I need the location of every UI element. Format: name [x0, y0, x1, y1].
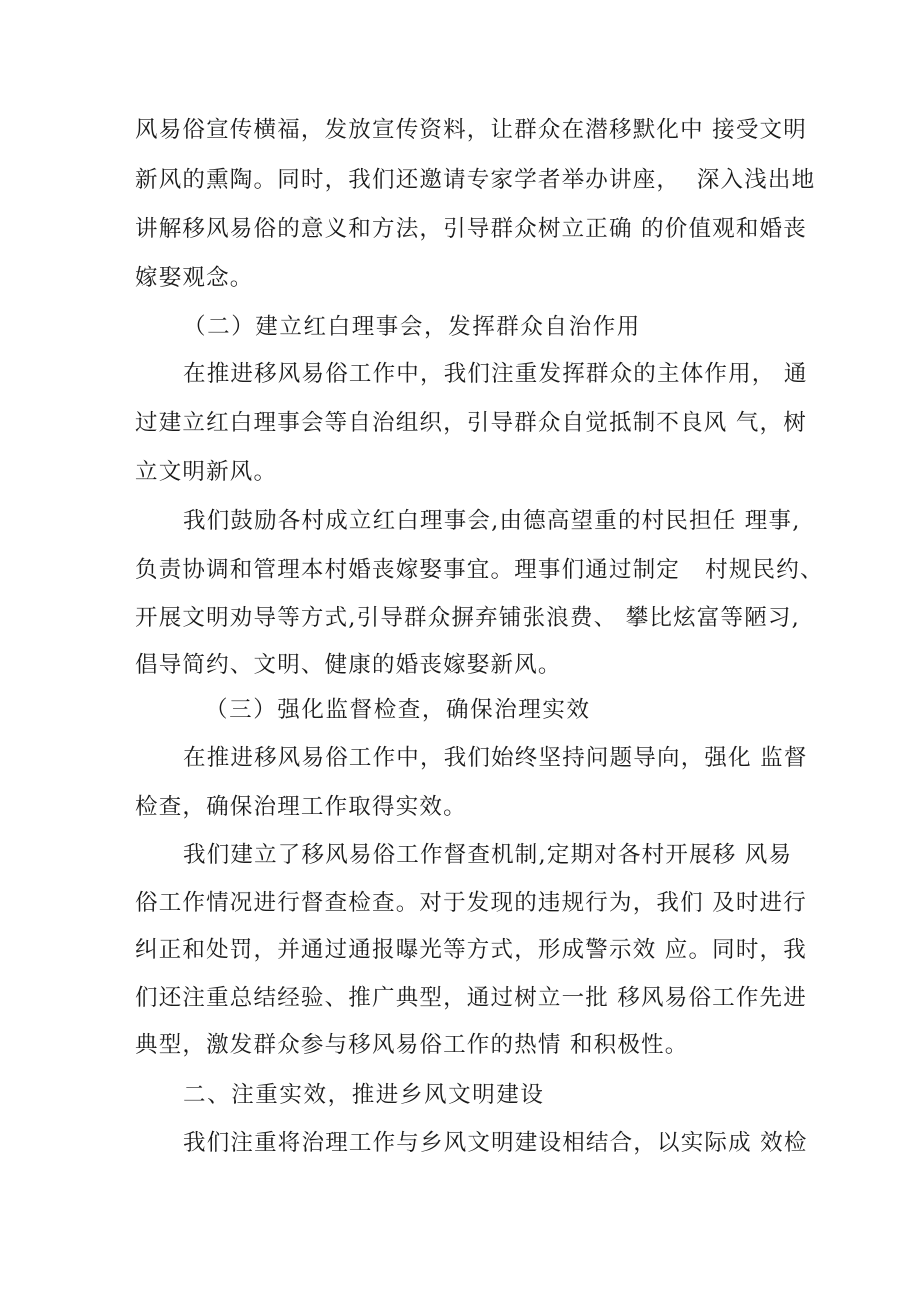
paragraph-line: 立文明新风。: [135, 459, 278, 485]
section-heading-2: （二）建立红白理事会，发挥群众自治作用: [183, 314, 641, 340]
paragraph-line: 讲解移风易俗的意义和方法，引导群众树立正确 的价值观和婚丧: [135, 216, 807, 242]
paragraph-line: 负责协调和管理本村婚丧嫁娶事宜。理事们通过制定 村规民约、: [135, 557, 824, 583]
section-heading-3: （三）强化监督检查，确保治理实效: [205, 697, 591, 723]
paragraph-line: 风易俗宣传横福，发放宣传资料，让群众在潜移默化中 接受文明: [135, 117, 807, 143]
paragraph-line: 我们鼓励各村成立红白理事会,由德高望重的村民担任 理事,: [183, 508, 801, 534]
section-heading-main: 二、注重实效，推进乡风文明建设: [183, 1082, 545, 1108]
paragraph-line: 我们注重将治理工作与乡风文明建设相结合，以实际成 效检: [183, 1130, 808, 1156]
paragraph-line: 新风的熏陶。同时，我们还邀请专家学者举办讲座， 深入浅出地: [135, 167, 816, 193]
paragraph-line: 倡导简约、文明、健康的婚丧嫁娶新风。: [135, 652, 562, 678]
paragraph-line: 纠正和处罚，并通过通报曝光等方式，形成警示效 应。同时，我: [135, 937, 807, 963]
paragraph-line: 俗工作情况进行督查检查。对于发现的违规行为，我们 及时进行: [135, 890, 807, 916]
paragraph-line: 们还注重总结经验、推广典型，通过树立一批 移风易俗工作先进: [135, 985, 807, 1011]
paragraph-line: 典型，激发群众参与移风易俗工作的热情 和积极性。: [135, 1032, 689, 1058]
paragraph-line: 嫁娶观念。: [135, 265, 254, 291]
paragraph-line: 我们建立了移风易俗工作督查机制,定期对各村开展移 风易: [183, 842, 793, 868]
paragraph-line: 检查，确保治理工作取得实效。: [135, 794, 467, 820]
paragraph-line: 在推进移风易俗工作中，我们始终坚持问题导向，强化 监督: [183, 745, 808, 771]
paragraph-line: 过建立红白理事会等自治组织，引导群众自觉抵制不良风 气，树: [135, 410, 807, 436]
paragraph-line: 在推进移风易俗工作中，我们注重发挥群众的主体作用， 通: [183, 361, 808, 387]
paragraph-line: 开展文明劝导等方式,引导群众摒弃铺张浪费、 攀比炫富等陋习,: [135, 605, 800, 631]
